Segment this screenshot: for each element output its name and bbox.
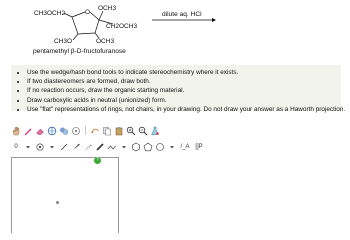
instruction-item: • Use the wedge/hash bond tools to indicate stereochemistry where it exists. — [27, 68, 337, 77]
chevron-down-icon[interactable] — [47, 142, 57, 152]
och3-top-label: OCH3 — [98, 5, 117, 12]
single-bond-icon[interactable] — [59, 142, 69, 152]
instruction-item: • If two diastereomers are formed, draw both. — [27, 77, 337, 86]
ring-oxygen-label: O — [84, 9, 91, 16]
canvas-cursor-dot — [56, 201, 59, 204]
undo-arrow-icon[interactable] — [90, 126, 100, 136]
toolbar-bottom — [11, 141, 205, 152]
text-tool-label: /_A — [180, 143, 190, 150]
bold-bond-icon[interactable] — [95, 142, 105, 152]
text-tool-button[interactable] — [179, 142, 191, 152]
charge-label: 0 — [14, 143, 18, 150]
reaction-scheme — [0, 0, 350, 58]
ring-more-icon[interactable] — [155, 142, 165, 152]
help-label: ? — [96, 157, 99, 163]
och3-bottom-label: OCH3 — [96, 38, 115, 45]
chevron-down-icon[interactable] — [119, 142, 129, 152]
flask-icon[interactable] — [150, 126, 160, 136]
hash-bond-icon[interactable] — [83, 142, 93, 152]
help-button[interactable] — [94, 157, 101, 164]
pencil-icon[interactable] — [23, 126, 33, 136]
wedge-bond-icon[interactable] — [71, 142, 81, 152]
toolbar-top — [11, 125, 160, 136]
drawing-canvas[interactable] — [11, 157, 119, 233]
paste-icon[interactable] — [114, 126, 124, 136]
ring-hexagon-icon[interactable] — [131, 142, 141, 152]
instruction-item: • If no reaction occurs, draw the organic starting material. — [27, 86, 337, 95]
periodic-table-label: []P — [195, 143, 203, 150]
templates-icon[interactable] — [59, 126, 69, 136]
copy-icon[interactable] — [102, 126, 112, 136]
eraser-icon[interactable] — [35, 126, 45, 136]
ring-template-icon[interactable] — [47, 126, 57, 136]
chevron-down-icon[interactable] — [167, 142, 177, 152]
reagent-label: dilute aq. HCl — [162, 11, 202, 18]
instruction-item: • Draw carboxylic acids in neutral (unionized) form. — [27, 96, 337, 105]
compound-name: pentamethyl β-D-fructofuranose — [33, 48, 126, 55]
radical-icon[interactable] — [35, 142, 45, 152]
instructions-panel — [11, 65, 346, 113]
ch3o-label: CH3O — [54, 38, 73, 45]
ring-pentagon-icon[interactable] — [143, 142, 153, 152]
zoom-in-icon[interactable] — [126, 126, 136, 136]
chevron-down-icon[interactable] — [23, 142, 33, 152]
chain-icon[interactable] — [107, 142, 117, 152]
charge-selector[interactable] — [11, 142, 21, 152]
periodic-table-button[interactable] — [193, 142, 205, 152]
atom-map-icon[interactable] — [71, 126, 81, 136]
ch3och2-label: CH3OCH2 — [34, 10, 66, 17]
ch2och3-label: CH2OCH3 — [106, 23, 138, 30]
reaction-arrow-icon — [152, 18, 216, 22]
hand-icon[interactable] — [11, 126, 21, 136]
toolbar-divider — [85, 126, 86, 135]
instruction-item: • Use "flat" representations of rings, not chairs, in your drawing. Do not draw your answer as a Haworth projection. — [27, 105, 337, 114]
zoom-out-icon[interactable] — [138, 126, 148, 136]
